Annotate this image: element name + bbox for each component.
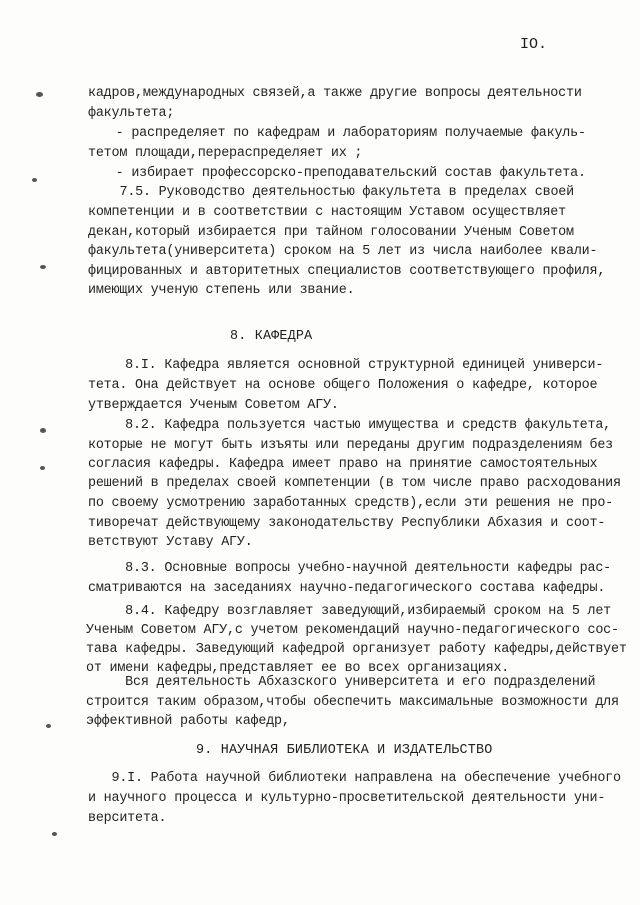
text-line: имеющих ученую степень или звание. (88, 283, 355, 298)
text-line: - избирает профессорско-преподавательский состав факультета. (100, 166, 586, 181)
text-line: решений в пределах своей компетенции (в том числе право расходования (88, 476, 621, 491)
scan-mark (40, 428, 46, 433)
text-line: Ученым Советом АГУ,с учетом рекомендаций научно-педагогического сос- (86, 623, 619, 638)
text-line: 8.3. Основные вопросы учебно-научной деятельности кафедры рас- (86, 561, 611, 576)
page-number: IO. (520, 36, 548, 53)
text-line: тава кафедры. Заведующий кафедрой организует работу кафедры,действует (86, 642, 627, 657)
text-line: 8.4. Кафедру возглавляет заведующий,избираемый сроком на 5 лет (86, 604, 611, 619)
text-line: 9.I. Работа научной библиотеки направлена на обеспечение учебного (88, 771, 621, 786)
section-title: 9. НАУЧНАЯ БИБЛИОТЕКА И ИЗДАТЕЛЬСТВО (196, 743, 493, 758)
text-line: фицированных и авторитетных специалистов соответствующего профиля, (88, 264, 606, 279)
text-line: строится таким образом,чтобы обеспечить максимальные возможности для (86, 695, 619, 710)
text-line: эффективной работы кафедр, (86, 714, 290, 729)
text-line: - распределяет по кафедрам и лабораториям получаемые факуль- (100, 126, 586, 141)
text-line: факультета(университета) сроком на 5 лет из числа наиболее квали- (88, 244, 598, 259)
text-line: 8.I. Кафедра является основной структурной единицей универси- (86, 358, 604, 373)
text-line: 7.5. Руководство деятельностью факультета в пределах своей (96, 185, 574, 200)
text-line: от имени кафедры,представляет ее во всех организациях. (86, 661, 510, 676)
scan-mark (46, 724, 51, 728)
text-line: 8.2. Кафедра пользуется частью имущества и средств факультета, (86, 418, 611, 433)
section-title: 8. КАФЕДРА (230, 329, 313, 344)
text-line: ветствуют Уставу АГУ. (88, 535, 253, 550)
scan-mark (36, 92, 43, 97)
text-line: кадров,международных связей,а также другие вопросы деятельности (88, 86, 582, 101)
text-line: Вся деятельность Абхазского университета и его подразделений (86, 675, 596, 690)
text-line: и научного процесса и культурно-просветительской деятельности уни- (88, 791, 606, 806)
text-line: которые не могут быть изъяты или переданы другим подразделениям без (88, 438, 613, 453)
text-line: по своему усмотрению заработанных средств),если эти решения не про- (88, 496, 613, 511)
scan-mark (40, 466, 45, 470)
text-line: тетом площади,перераспределяет их ; (88, 146, 363, 161)
text-line: верситета. (88, 811, 167, 826)
text-line: утверждается Ученым Советом АГУ. (88, 398, 339, 413)
text-line: компетенции и в соответствии с настоящим Уставом осуществляет (88, 205, 566, 220)
text-line: тиворечат действующему законодательству Республики Абхазия и соот- (88, 516, 606, 531)
text-line: тета. Она действует на основе общего Положения о кафедре, которое (88, 378, 598, 393)
text-line: сматриваются на заседаниях научно-педагогического состава кафедры. (88, 581, 606, 596)
text-line: согласия кафедры. Кафедра имеет право на принятие самостоятельных (88, 457, 598, 472)
text-line: декан,который избирается при тайном голосовании Ученым Советом (88, 225, 574, 240)
scan-mark (32, 178, 37, 182)
scan-mark (40, 265, 46, 269)
text-line: факультета; (88, 106, 175, 121)
scan-mark (52, 832, 57, 836)
